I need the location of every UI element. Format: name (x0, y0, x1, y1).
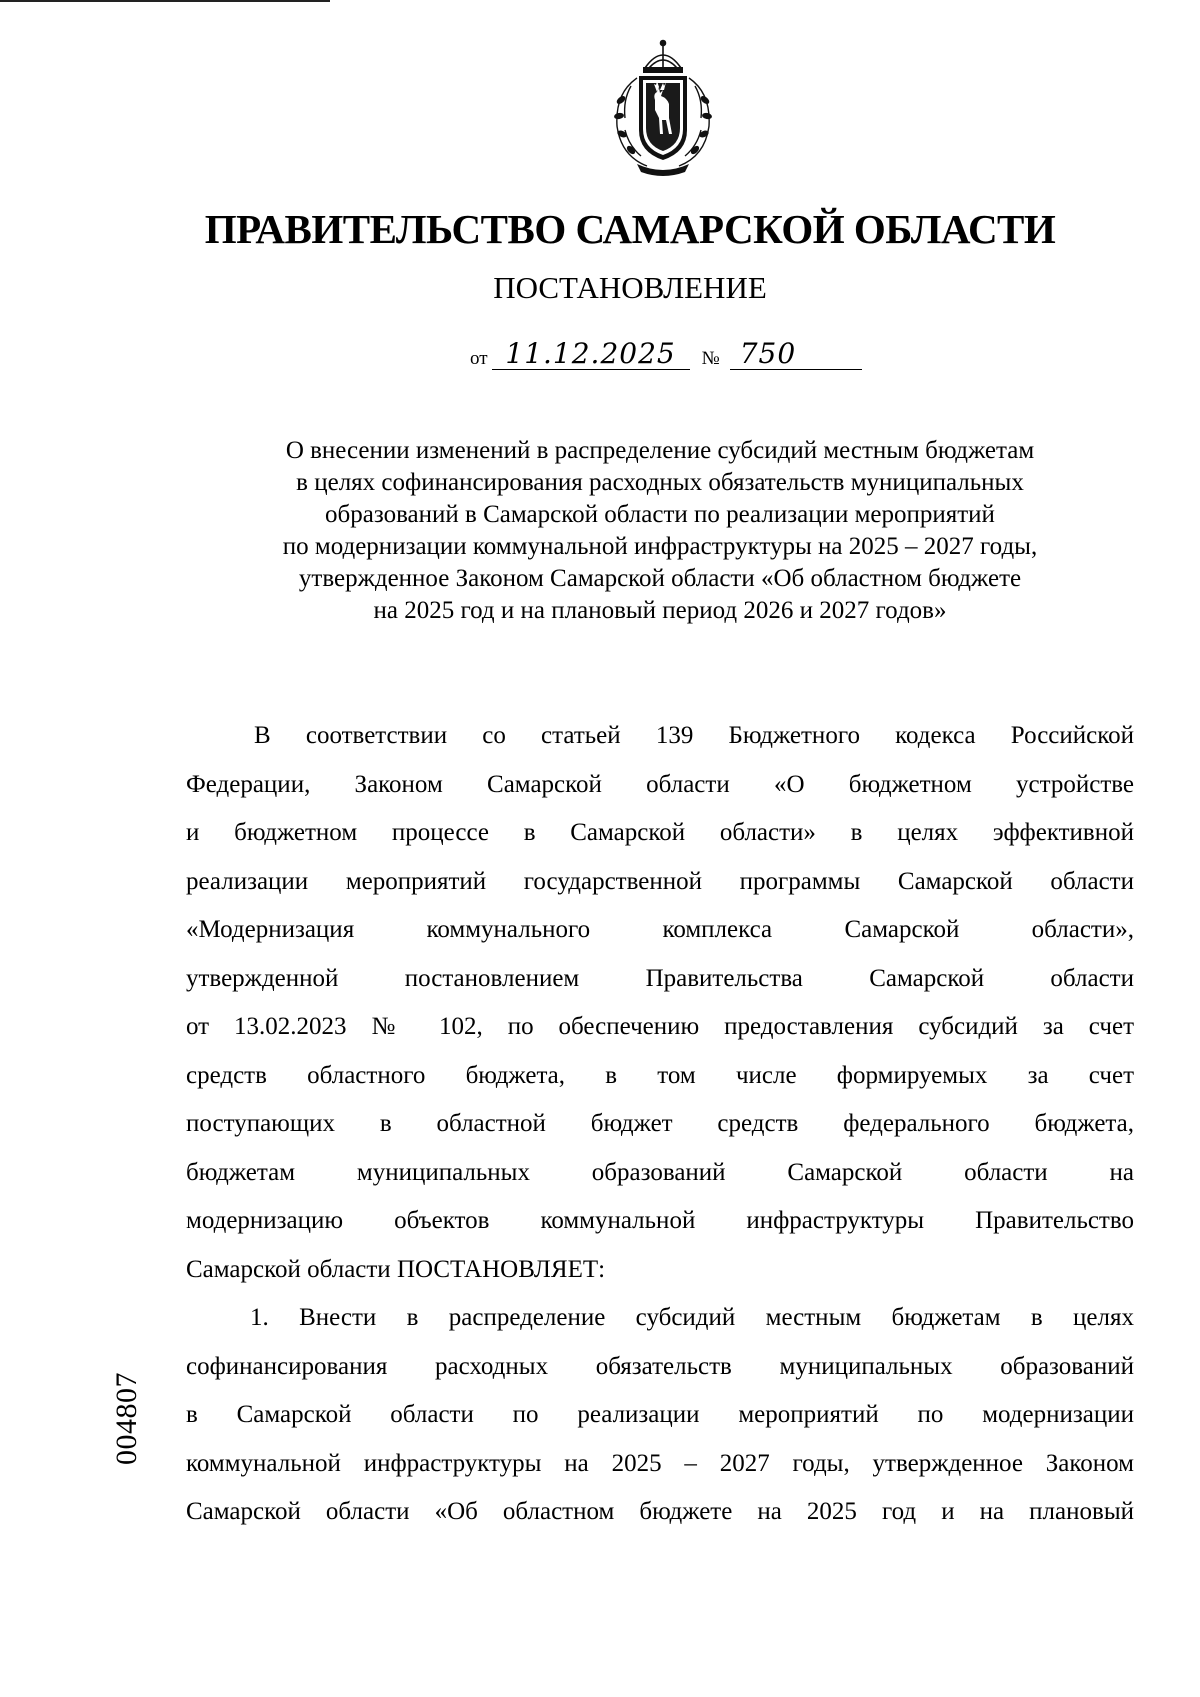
body-line: в Самарской области по реализации мероприятий по модернизации (186, 1401, 1134, 1428)
subject-line: образований в Самарской области по реализации мероприятий (325, 501, 995, 528)
body-line: бюджетам муниципальных образований Самарской области на (186, 1158, 1134, 1186)
samara-coat-of-arms-icon (597, 38, 729, 178)
subject-line: по модернизации коммунальной инфраструктуры на 2025 – 2027 годы, (282, 533, 1038, 560)
body-line: 1. Внести в распределение субсидий местным бюджетам в целях (250, 1304, 1134, 1331)
body-line: утвержденной постановлением Правительства Самарской области (186, 964, 1134, 992)
subject-line: на 2025 год и на плановый период 2026 и 2027 годов» (373, 597, 947, 624)
body-line: средств областного бюджета, в том числе формируемых за счет (186, 1061, 1134, 1089)
date-label: от (470, 348, 488, 369)
body-line: реализации мероприятий государственной программы Самарской области (186, 867, 1134, 895)
top-edge-line (0, 0, 330, 2)
body-line: В соответствии со статьей 139 Бюджетного кодекса Российской (254, 722, 1134, 749)
side-serial-code: 004807 (110, 1372, 143, 1465)
body-line: Самарской области ПОСТАНОВЛЯЕТ: (186, 1255, 606, 1283)
body-line: модернизацию объектов коммунальной инфраструктуры Правительство (186, 1207, 1134, 1234)
date-number-line (470, 330, 862, 370)
subject-line: утвержденное Законом Самарской области «Об областном бюджете (298, 565, 1022, 592)
subject-line: О внесении изменений в распределение субсидий местным бюджетам (285, 437, 1035, 464)
body-line: Самарской области «Об областном бюджете на 2025 год и на плановый (186, 1498, 1134, 1525)
body-line: софинансирования расходных обязательств муниципальных образований (186, 1352, 1134, 1380)
body-line: Федерации, Законом Самарской области «О бюджетном устройстве (186, 770, 1134, 798)
document-type: ПОСТАНОВЛЕНИЕ (493, 270, 767, 305)
document-body (186, 712, 1134, 1537)
document-subject (180, 435, 1140, 627)
date-value: 11.12.2025 (492, 339, 690, 370)
body-line: от 13.02.2023 № 102, по обеспечению предоставления субсидий за счет (186, 1013, 1134, 1040)
body-line: и бюджетном процессе в Самарской области» в целях эффективной (186, 819, 1134, 846)
government-title: ПРАВИТЕЛЬСТВО САМАРСКОЙ ОБЛАСТИ (204, 206, 1056, 252)
body-line: «Модернизация коммунального комплекса Самарской области», (186, 916, 1134, 943)
number-label: № (701, 348, 720, 369)
subject-line: в целях софинансирования расходных обязательств муниципальных (296, 469, 1024, 496)
number-value: 750 (730, 339, 862, 370)
body-line: поступающих в областной бюджет средств федерального бюджета, (186, 1110, 1134, 1137)
body-line: коммунальной инфраструктуры на 2025 – 2027 годы, утвержденное Законом (186, 1449, 1134, 1477)
